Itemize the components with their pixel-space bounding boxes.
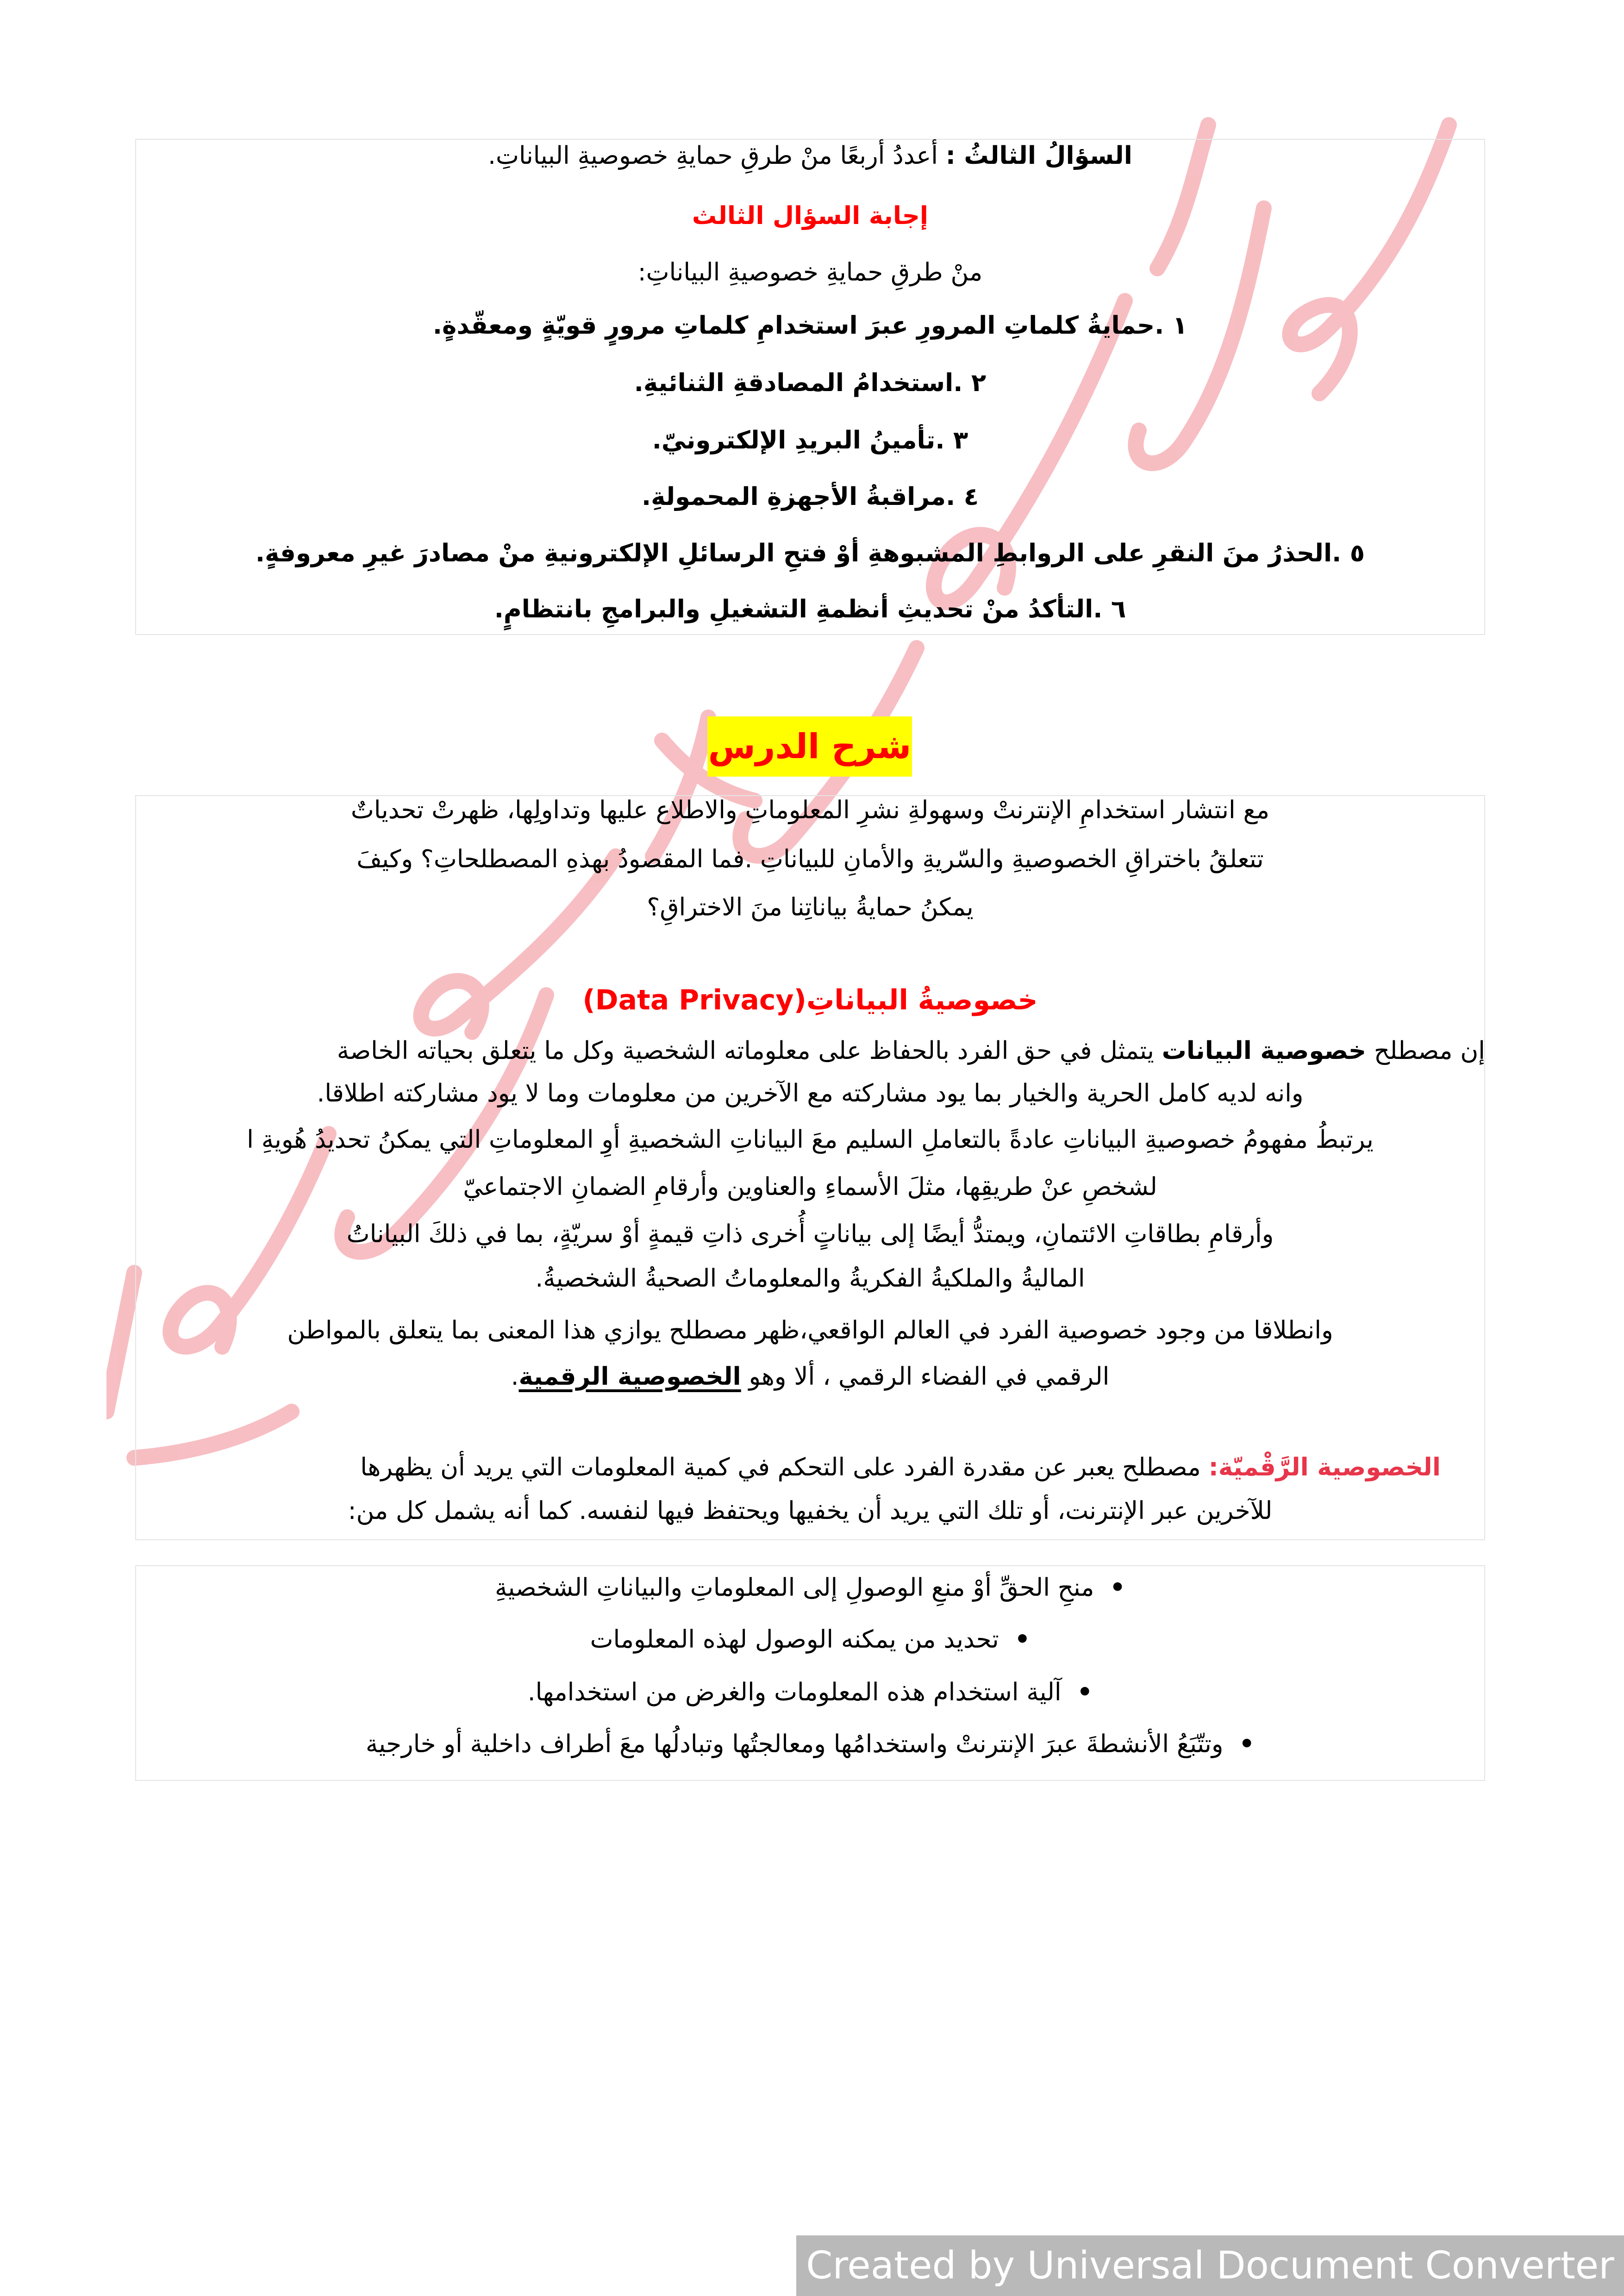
bullet-dot: •	[1239, 1730, 1255, 1758]
lesson-title: شرح الدرس	[707, 716, 912, 777]
bullet-text: وتتّبَعُ الأنشطةَ عبرَ الإنترنتْ واستخدامُها ومعالجتُها وتبادلُها معَ أطراف داخلية أو خارجية	[365, 1730, 1224, 1758]
answer-item-5: ٥ .الحذرُ منَ النقرِ على الروابطِ المشبوهةِ أوْ فتحِ الرسائلِ الإلكترونيةِ منْ مصادرَ غيرِ معروفةٍ.	[255, 539, 1365, 567]
privacy-p2-line-1: يرتبطُ مفهومُ خصوصيةِ البياناتِ عادةً بالتعاملِ السليم معَ البياناتِ الشخصيةِ أوِ المعلوماتِ التي يمكنُ تحديدُ هُويةِ ا	[247, 1126, 1374, 1154]
privacy-p2-line-2: لشخصِ عنْ طريقِها، مثلَ الأسماءِ والعناوين وأرقامِ الضمانِ الاجتماعيّ	[463, 1173, 1157, 1201]
digital-privacy-term: الخصوصية الرقمية	[518, 1363, 741, 1391]
bullet-dot: •	[1077, 1678, 1093, 1706]
answer-item-3: ٣ .تأمينُ البريدِ الإلكترونيّ.	[652, 426, 968, 454]
bullet-item-3	[135, 1678, 1485, 1706]
privacy-p1-bold: خصوصية البيانات	[1162, 1037, 1367, 1065]
digital-privacy-text: مصطلح يعبر عن مقدرة الفرد على التحكم في كمية المعلومات التي يريد أن يظهرها	[360, 1453, 1209, 1481]
bullet-text: آلية استخدام هذه المعلومات والغرض من استخدامها.	[527, 1678, 1062, 1706]
privacy-p1-line-2: وانه لديه كامل الحرية والخيار بما يود مشاركته مع الآخرين من معلومات وما لا يود مشاركته اطلاقا.	[317, 1079, 1304, 1108]
converter-footer-banner: Created by Universal Document Converter	[796, 2235, 1624, 2296]
bullet-text: تحديد من يمكنه الوصول لهذه المعلومات	[590, 1625, 999, 1654]
answer-intro: منْ طرقِ حمايةِ خصوصيةِ البياناتِ:	[637, 258, 983, 286]
lesson-intro-line-2: تتعلقُ باختراقِ الخصوصيةِ والسّريةِ والأمانِ للبياناتِ .فما المقصودُ بهذهِ المصطلحاتِ؟ وكيفَ	[356, 845, 1264, 873]
privacy-p3-prefix: الرقمي في الفضاء الرقمي ، ألا وهو	[741, 1363, 1110, 1391]
privacy-p3-end: .	[511, 1363, 519, 1391]
privacy-p1-rest: يتمثل في حق الفرد بالحفاظ على معلوماته الشخصية وكل ما يتعلق بحياته الخاصة	[337, 1037, 1162, 1065]
answer-item-2: ٢ .استخدامُ المصادقةِ الثنائيةِ.	[634, 369, 987, 397]
question-text: أعددُ أربعًا منْ طرقِ حمايةِ خصوصيةِ البياناتِ.	[488, 142, 938, 170]
digital-privacy-line-2: للآخرين عبر الإنترنت، أو تلك التي يريد أن يخفيها ويحتفظ فيها لنفسه. كما أنه يشمل كل من:	[348, 1497, 1273, 1525]
bullet-dot: •	[1110, 1574, 1125, 1602]
data-privacy-title: خصوصيةُ البياناتِ(Data Privacy)	[582, 984, 1038, 1016]
lesson-intro-line-1: مع انتشار استخدامِ الإنترنتْ وسهولةِ نشرِ المعلوماتِ والاطلاع عليها وتداولِها، ظهرتْ تحدياتٌ	[350, 796, 1270, 824]
privacy-p3-line-1: وانطلاقا من وجود خصوصية الفرد في العالم الواقعي،ظهر مصطلح يوازي هذا المعنى بما يتعلق بالمواطن	[287, 1316, 1333, 1344]
privacy-p3-line-2	[135, 1363, 1485, 1391]
digital-privacy-line-1	[135, 1453, 1441, 1481]
answer-item-1: ١ .حمايةُ كلماتِ المرورِ عبرَ استخدامِ كلماتِ مرورٍ قويّةٍ ومعقّدةٍ.	[432, 311, 1188, 340]
bullet-item-1	[135, 1574, 1485, 1602]
digital-privacy-label: الخصوصية الرَّقْميّة:	[1208, 1453, 1441, 1481]
question-label: السؤالُ الثالثُ :	[945, 142, 1132, 170]
privacy-p1-line-1	[135, 1037, 1485, 1065]
bullet-dot: •	[1014, 1625, 1031, 1654]
question-line	[135, 142, 1485, 170]
bullet-item-2	[135, 1625, 1485, 1654]
bullet-text: منحِ الحقِّ أوْ منعِ الوصولِ إلى المعلوماتِ والبياناتِ الشخصيةِ	[495, 1574, 1094, 1602]
privacy-p2-line-3: وأرقامِ بطاقاتِ الائتمانِ، ويمتدُّ أيضًا إلى بياناتٍ أُخرى ذاتِ قيمةٍ أوْ سريّةٍ، بما في ذلكَ البياناتُ	[346, 1220, 1274, 1248]
answer-title: إجابة السؤال الثالث	[692, 202, 929, 230]
lesson-intro-line-3: يمكنُ حمايةُ بياناتِنا منَ الاختراقِ؟	[647, 893, 974, 921]
privacy-p2-line-4: الماليةُ والملكيةُ الفكريةُ والمعلوماتُ الصحيةُ الشخصيةُ.	[535, 1264, 1085, 1293]
answer-item-6: ٦ .التأكدُ منْ تحديثِ أنظمةِ التشغيلِ والبرامجِ بانتظامٍ.	[494, 595, 1126, 623]
bullet-item-4	[135, 1730, 1485, 1758]
answer-item-4: ٤ .مراقبةُ الأجهزةِ المحمولةِ.	[641, 483, 979, 511]
privacy-p1-prefix: إن مصطلح	[1366, 1037, 1485, 1065]
